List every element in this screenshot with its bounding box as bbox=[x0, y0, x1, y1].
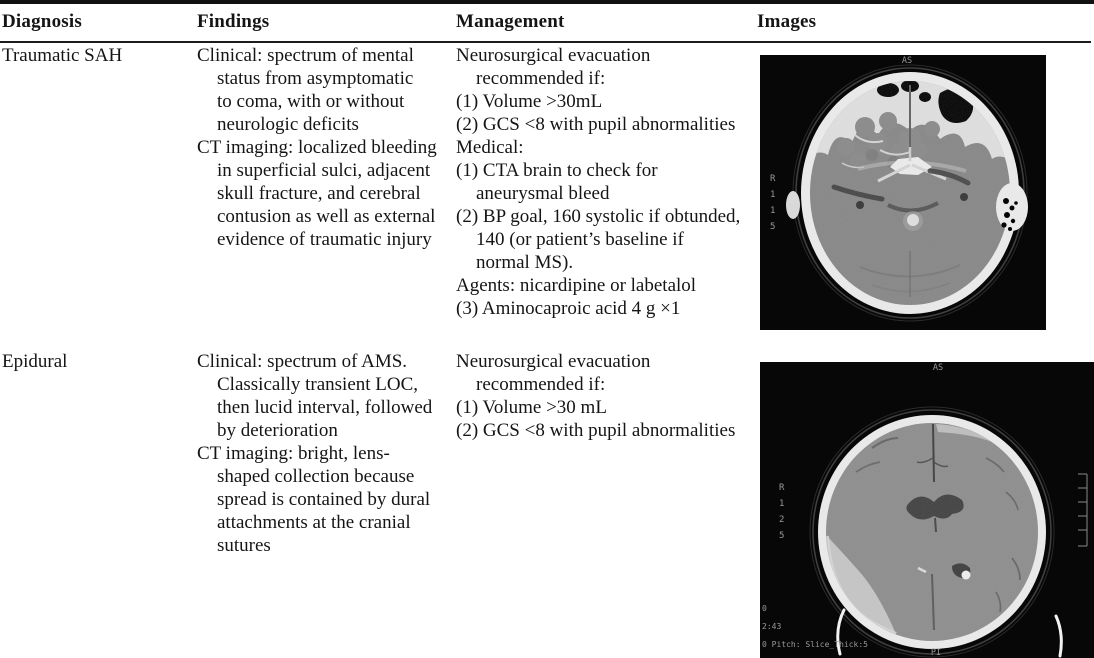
side-mark-r: R bbox=[779, 483, 785, 493]
text-line: shaped collection because bbox=[217, 466, 415, 487]
text-line: recommended if: bbox=[476, 374, 606, 395]
overlay-text-line1: 0 bbox=[762, 604, 767, 613]
text-line: CT imaging: localized bleeding bbox=[197, 137, 437, 158]
overlay-text-line3: 0 Pitch: Slice_Thick:5 bbox=[762, 640, 868, 649]
orientation-label-as: AS bbox=[932, 363, 944, 373]
side-mark-5: 5 bbox=[770, 222, 776, 232]
text-line: skull fracture, and cerebral bbox=[217, 183, 421, 204]
side-mark-1: 1 bbox=[770, 190, 776, 200]
text-line: (1) Volume >30mL bbox=[456, 91, 603, 112]
side-mark-5: 5 bbox=[779, 531, 785, 541]
findings-cell-epidural bbox=[197, 350, 432, 557]
management-cell-epidural bbox=[456, 350, 735, 442]
text-line: (2) GCS <8 with pupil abnormalities bbox=[456, 420, 736, 441]
text-line: contusion as well as external bbox=[217, 206, 436, 227]
text-line: aneurysmal bleed bbox=[476, 183, 610, 204]
side-mark-1: 1 bbox=[779, 499, 785, 509]
text-line: CT imaging: bright, lens- bbox=[197, 443, 390, 464]
text-line: neurologic deficits bbox=[217, 114, 359, 135]
text-line: Agents: nicardipine or labetalol bbox=[456, 275, 697, 296]
column-header-images: Images bbox=[757, 11, 817, 32]
text-line: Classically transient LOC, bbox=[217, 374, 419, 395]
text-line: Clinical: spectrum of mental bbox=[197, 45, 414, 66]
diagnosis-cell-epidural: Epidural bbox=[2, 351, 68, 372]
text-line: in superficial sulci, adjacent bbox=[217, 160, 431, 181]
text-line: Neurosurgical evacuation bbox=[456, 45, 651, 66]
text-line: (1) CTA brain to check for bbox=[456, 160, 658, 181]
text-line: sutures bbox=[217, 535, 271, 556]
text-line: (2) GCS <8 with pupil abnormalities bbox=[456, 114, 736, 135]
text-line: to coma, with or without bbox=[217, 91, 405, 112]
table-top-rule bbox=[0, 0, 1094, 4]
text-line: (3) Aminocaproic acid 4 g ×1 bbox=[456, 298, 681, 319]
ct-scan-traumatic-sah bbox=[760, 55, 1046, 330]
text-line: spread is contained by dural bbox=[217, 489, 431, 510]
column-header-management: Management bbox=[456, 11, 565, 32]
text-line: recommended if: bbox=[476, 68, 606, 89]
text-line: evidence of traumatic injury bbox=[217, 229, 432, 250]
overlay-text-line2: 2:43 bbox=[762, 622, 782, 631]
text-line: attachments at the cranial bbox=[217, 512, 411, 533]
text-line: 140 (or patient’s baseline if bbox=[476, 229, 684, 250]
side-mark-r: R bbox=[770, 174, 776, 184]
orientation-label-as: AS bbox=[901, 56, 913, 66]
management-cell-traumatic-sah bbox=[456, 44, 740, 320]
text-line: normal MS). bbox=[476, 252, 574, 273]
findings-cell-traumatic-sah bbox=[197, 44, 437, 251]
side-mark-2: 2 bbox=[779, 515, 785, 525]
column-header-findings: Findings bbox=[197, 11, 270, 32]
text-line: status from asymptomatic bbox=[217, 68, 414, 89]
diagnosis-cell-traumatic-sah: Traumatic SAH bbox=[2, 45, 123, 66]
text-line: Medical: bbox=[456, 137, 524, 158]
text-line: Neurosurgical evacuation bbox=[456, 351, 651, 372]
text-line: (2) BP goal, 160 systolic if obtunded, bbox=[456, 206, 741, 227]
text-line: Clinical: spectrum of AMS. bbox=[197, 351, 408, 372]
ct-scan-epidural bbox=[760, 362, 1094, 658]
text-line: then lucid interval, followed bbox=[217, 397, 433, 418]
ct-axial-brain-sah-image bbox=[760, 55, 1046, 330]
text-line: (1) Volume >30 mL bbox=[456, 397, 607, 418]
table-header-rule bbox=[0, 41, 1091, 43]
overlay-text-pi: PI bbox=[930, 648, 942, 658]
ct-axial-brain-epidural-image bbox=[760, 362, 1094, 658]
side-mark-1b: 1 bbox=[770, 206, 776, 216]
column-header-diagnosis: Diagnosis bbox=[2, 11, 82, 32]
text-line: by deterioration bbox=[217, 420, 338, 441]
